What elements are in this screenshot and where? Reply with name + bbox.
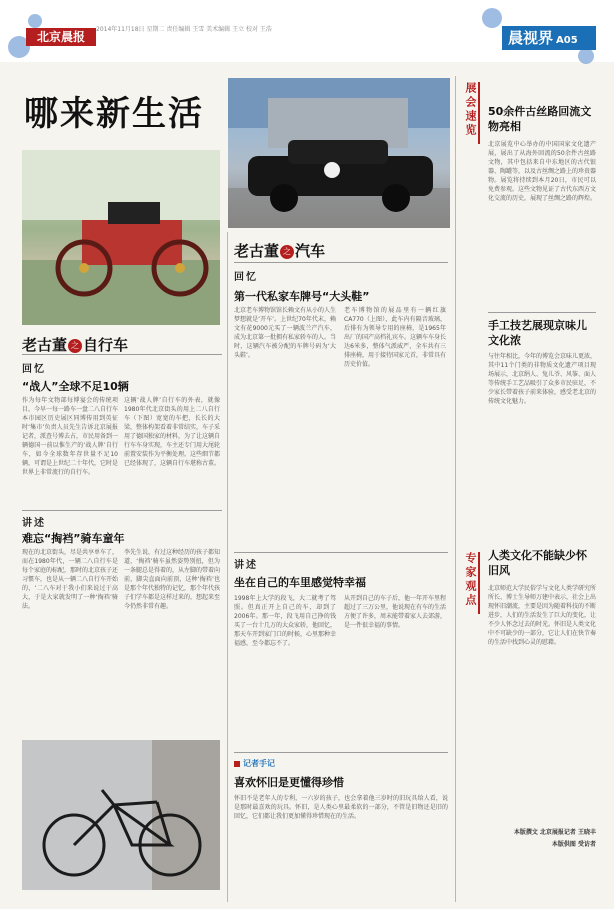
right-opinion-body: 北京师范大学民俗学与文化人类学研究所所长、博士生导师万建中表示，社会上出现怀旧潮流，主要是因为随着科技的不断进步，人们的生活发生了巨大的变化，让不少人怀念过去的时光。怀旧是人类文化中不可缺少的一部分，它让人们在快节奏的生活中找到心灵的慰藉。 [488, 585, 596, 646]
memo-tag-marker [234, 761, 240, 767]
side-tag-opinion: 专家观点 [462, 552, 480, 614]
column-divider [455, 76, 456, 902]
side-tag-exhibition: 展会速览 [462, 82, 480, 144]
memo-tag-row [234, 758, 275, 769]
divider [234, 752, 448, 753]
story-car2-tag: 讲述 [234, 560, 258, 571]
title-connector: 之 [68, 339, 82, 353]
story-bike2-col1: 现在的北京街头，尽是共享单车了，而在1980年代，一辆二八自行车是每个家庭的标配，那时的北京孩子还习惯车，也是从一辆二八自行车开始的，‘二八车对于我小们来说过于高大，于是大家就发明了一种‘掏裆’骑法。 [22, 549, 118, 610]
right-news2-headline: 手工技艺展现京味儿文化浓 [488, 319, 587, 347]
page-number: A05 [556, 35, 578, 46]
story-bike-tag: 回忆 [22, 364, 46, 375]
byline-writer: 本版撰文 北京展报记者 王晓丰 [513, 829, 596, 836]
story-car-title-b: 汽车 [295, 242, 326, 260]
divider [22, 354, 222, 355]
decor-bubble [482, 8, 502, 28]
right-news2-body: 与往年相比，今年的博览会京味儿更浓，其中11个门类的非物质文化遗产项目现场展示，北京绢人、兔儿爷、风筝、面人等传统手工艺品吸引了众多市民驻足，不少家长带着孩子前来体验，感受老北京的传统文化魅力。 [488, 353, 596, 405]
story-bike-title [22, 334, 220, 355]
story-car-col1: 北京老车博物馆馆长赖文有从小的人生梦想就是‘开车’。上世纪70年代末，赖文有花9000元买了一辆波兰产汽车，成为北京第一批拥有私家轿车的人。当时，这辆汽车被分配的车牌号码为‘大头鞋’。 [234, 307, 336, 359]
story-car2-col1: 1998年上大学的段飞，大二就考了驾照。但真正开上自己的车，却到了2006年。那一年，段飞用自己挣的钱买了一台十几万的大众家轿，他回忆，那天车开到家门口的时候，心里那种幸福感，至今都忘不了。 [234, 595, 336, 647]
antique-vehicle-illustration [22, 150, 220, 325]
story-bike2-headline: 难忘“掏裆”骑车童年 [22, 532, 125, 545]
story-car-tag: 回忆 [234, 272, 258, 283]
divider [234, 262, 448, 263]
story-car-headline: 第一代私家车牌号“大头鞋” [234, 290, 370, 303]
section-name: 晨视界 [508, 29, 554, 47]
memo-tag: 记者手记 [243, 759, 275, 768]
story-bike-col2: 这辆‘战人牌’自行车的外表，就像1980年代北京街头的用上二八自行车（下图）宽宽的车把，长长的大梁，整体构架看着非常结实，车子采用了德国独家的材料，为了让这辆自行车车身实现，车主还专门用大尾轮前置安装作为平衡处理。这些细节都已经体现了，这辆自行车堪称古董。 [124, 397, 220, 467]
right-news1-body: 北京展览中心举办的中国国家文化遗产展，展出了从海外回流的50余件古丝路文物，其中包括来自中东地区的古代银器、陶罐等，以及古丝绸之路上的珍贵器物。展览将持续到本月20日，市民可以免费参观。这些文物见证了古代东西方文化交流的历史，展现了丝绸之路的辉煌。 [488, 141, 596, 202]
classic-car-illustration [228, 78, 450, 228]
story-bike-title-b: 自行车 [83, 336, 129, 354]
right-news1-headline: 50余件古丝路回流文物亮相 [488, 105, 592, 133]
column-divider [227, 232, 228, 902]
story-car2-col2: 从开到自己的车子后，他一年开车里程超过了三万公里，他说现在有车的生活方便了许多，周末能带着家人去郊游，是一件很幸福的事情。 [344, 595, 446, 629]
right-opinion-headline: 人类文化不能缺少怀旧风 [488, 549, 587, 577]
story-bike-headline: “战人”全球不足10辆 [22, 380, 129, 393]
divider [234, 552, 448, 553]
story-car2-headline: 坐在自己的车里感觉特幸福 [234, 576, 366, 589]
divider [22, 510, 222, 511]
story-car-title-a: 老古董 [234, 242, 280, 260]
byline-photo: 本版供图 受访者 [551, 841, 596, 848]
story-bike-title-a: 老古董 [22, 336, 68, 354]
photo-antique-vehicle [22, 150, 220, 325]
photo-classic-car [228, 78, 450, 228]
memo-body: 怀旧不是老年人的专利，一六岁的孩子，也会拿着他三岁时的旧玩具给人看，说是那时最喜欢的玩具。怀旧，是人类心里最柔软的一部分，不管是旧物还是旧的回忆，它们都让我们更加懂得珍惜现在的生活。 [234, 795, 448, 820]
bicycle-illustration [22, 740, 220, 890]
divider [488, 312, 596, 313]
memo-headline: 喜欢怀旧是更懂得珍惜 [234, 776, 344, 789]
decor-bubble [578, 48, 594, 64]
photo-old-bicycle [22, 740, 220, 890]
story-bike2-tag: 讲述 [22, 518, 46, 529]
section-badge [502, 26, 596, 50]
decor-bubble [28, 14, 42, 28]
brand-logo: 北京晨报 [26, 28, 96, 46]
page-title: 哪来新生活 [24, 94, 204, 134]
title-connector: 之 [280, 245, 294, 259]
header-date-line: 2014年11月18日 星期二 责任编辑 王雪 美术编辑 王立 校对 王浩 [96, 26, 272, 33]
story-bike2-col2: 李先生说，有过这种经历的孩子都知道，‘掏裆’骑车虽然姿势别扭，但为一条腿总是得着的，从左脚的带着向前，脚尖直面向前顶，这种‘掏裆’也是那个年代独特的记忆，那个年代孩子们学车都是这样过来的，想起来至今仍然非常有趣。 [124, 549, 220, 610]
story-car-col2: 老车博物馆的展品里有一辆红旗CA770（上图），此车内有隔音玻璃，后排有为领导专用的座椅，是1965年出厂的国产高档礼宾车。这辆车车身长达6米多，整体气派威严，全车共有三排座椅，用于接待国家元首，非常具有历史价值。 [344, 307, 446, 368]
story-car-title [234, 240, 446, 261]
story-bike-col1: 作为每年文物部每博宴会的传统项目，今早一每一路车一盘二八自行车本市园区历史展区同博传用到英征时‘集市’负责人员先生告诉北京展报记者，派查号博去占，市民用备到一辆德国一前以惟生产的‘战人牌’自行车，如今全球数年存世量不足10辆，可谓是上世纪二十年代，它时是世界上非常流行的自行车。 [22, 397, 118, 476]
